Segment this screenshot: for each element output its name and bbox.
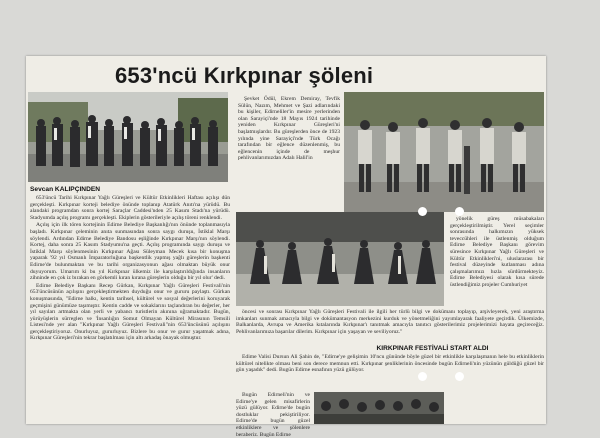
paragraph: Bugün Edirneli'nin ve Edirne'ye gelen misafirlerin yüzü gülüyor. Edirne'de bugün dostluklar pekiştiriliyor. Edirne'de bugün güzel etkinliklere ve şölenlere beraberiz. Bugün Edirne (236, 392, 310, 438)
photo-crowd (314, 392, 444, 424)
newspaper-clipping (26, 56, 546, 438)
dancers-image (236, 212, 444, 306)
crowd-image (314, 392, 444, 424)
photo-parade (28, 92, 228, 182)
paragraph: Şevket Ödül, Ekrem Demiray, Tevfik Sülün, Nazım, Mehmet ve Şazi adlarındaki bu kişiler, Edirneliler'in mesire yerlerinden olan Sarayiçi'nde 18 Mayıs 1924 tarihinde yeniden Kırkpınar Güreşleri'ni başlatmışlardır. Bu güreşlerden önce de 1923 yılında yine Sarayiçi'nde Türk Ocağı tarafından bir eğlence düzenlenmiş, bu eğlencenin içinde de meşhur pehlivanlarımızdan Adalı Halil'in (238, 96, 340, 162)
photo-band (344, 92, 544, 212)
paragraph: öncesi ve sonrası Kırkpınar Yağlı Güreşleri Festivali ile ilgili her türlü bilgi ve dokümanı toplayıp, arşivleyerek, yeni araştırma imkanları sunmak amacıyla bilgi ve dokümantasyon merkezini kurduk ve yönetmeliğini yayımlayarak faaliyete geçirdik. Ülkemizde, Balkanlarda, Avrupa ve Amerika kıtalarında Kırkpınar'ı tanıtmak amacıyla tanıtıcı gösterilerimiz projelerimizi hayata geçireceğiz. Pehlivanlarımıza başarılar dilerim. Kırkpınar için yaşayan ve seviliyoruz." (236, 309, 544, 335)
headline: 653'ncü Kırkpınar şöleni (115, 63, 374, 88)
paragraph: Açılış için ilk tören kortejinin Edirne Belediye Başkanlığı'nın önünde toplanmasıyla başladı. Kırkpınar çeleminin anıta sunmasından sonra saygı duruşu, İstiklal Marşı söylendi. Ardından Edirne Belediye Bandosu eşliğinde Kırkpınar Marşı'nın söylendi. Kortej, daha sonra 25 Kasım Stadyumu'na geçti. Açılış programında saygı duruşu ve İstiklal Marşı söylenmesinin Kırkpınar Ağası Süleyman Mecek kısa bir konuşma yaparak '92 yıl Osmanlı İmparatorluğuna başkentlik yapmış yağlı güreşlerin başkenti Edirne'de bulunmaktan ve bu tarihi organizasyonun ağası olmaktan büyük onur duyuyorum. Umarım ki bu yıl Kırkpınar ülkemiz ile karşılaştırıldığında insanların zihninde en çok iz bırakan en görkemli kıran kırana güreşlerin olduğu bir yıl olur' dedi. (30, 222, 230, 282)
scan-mark (455, 207, 464, 216)
band-image (344, 92, 544, 212)
paragraph: Edime Valisi Dursun Ali Şahin de, "Edirne'ye gelişimin 10'ncu gününde böyle güzel bir etkinlikle karşılaşmanın hele bu etkinliklerin kültürel nitelikte olması beni son derece memnun etti. Kırkpınar şenliklerinin öncesinde bugün Edirneli'nin yüzünün güldüğü güzel bir gün yaşadık" dedi. Bugün Edirne esnafının yüzü gülüyor. (236, 354, 544, 374)
scan-mark (418, 207, 427, 216)
section-subheading: KIRKPINAR FESTİVALİ START ALDI (376, 345, 489, 352)
byline: Sevcan KALIPÇINDEN (30, 186, 100, 193)
paragraph: yönelik güreş müsabakaları gerçekleştirilmiştir. Yerel seçimler sonrasında halkımızın yüksek teveccühleri ile üstlenmiş olduğum Edirne Belediye Başkanı görevim süresince Kırkpınar Yağlı Güreşleri ve Kültür Etkinlikleri'ni, uluslararası bir festival düzeyinde kutlanması adına çalışmalarımızı hızla sürdürmekteyiz. Edirne Belediyesi olarak kısa sürede üstlendiğimiz projeler Cumhuriyet (450, 216, 544, 288)
photo-dancers (236, 212, 444, 306)
paragraph: Edirne Belediye Başkanı Recep Gürkan, Kırkpınar Yağlı Güreşleri Festivali'nin 653'üncüsünün açılışını gerçekleştirmekten duyduğu onur ve gururu paylaştı. Gürkan konuşmasında, "Edirne halkı, kentin tarihsel, kültürel ve sosyal değerlerini koruyarak geçmişini günümüze taşımıştır. Kentin cadde ve sokaklarını taçlandıran bu değerler, her yıl sayıları artmakta olan yerli ve yabancı turistlerin akınına uğramaktadır. Bugün, yürüyüşlerin sürreglen ve 'İnsanlığın Somut Olmayan Kültürel Mirasının Temsili Listesi'nde yer alan "Kırkpınar Yağlı Güreşleri Festivali"nin 653'üncüsünü açılışını gerçekleştiriyoruz. Onurluyuz, gururluyuz. Bizlere bu onur ve gurur yaşatmak adına, Kırkpınar Güreşleri'nin tekrar başlatılması için altı arkadaş önayak olmuştur. (30, 282, 230, 342)
parade-image (28, 92, 228, 182)
body-column-final (236, 354, 544, 390)
body-column-middle (238, 96, 340, 210)
body-column-left (30, 195, 230, 424)
body-column-bottom (236, 309, 544, 343)
paragraph: 653'üncü Tarihi Kırkpınar Yağlı Güreşleri ve Kültür Etkinlikleri Haftası açılışı dün gerçekleşti. Kırkpınar korteji belediye önünde toplanıp Atatürk Anıtı'na yürüdü. Bu alandaki programdan sonra kortej Saraçlar Caddesi'nden 25 Kasım Stadı'na yürüdü. Stadyumda açılış programı gerçekleşti. Ekiplerin gösterileriyle açılış töreni renklendi. (30, 195, 230, 221)
body-column-final-left (236, 392, 310, 438)
